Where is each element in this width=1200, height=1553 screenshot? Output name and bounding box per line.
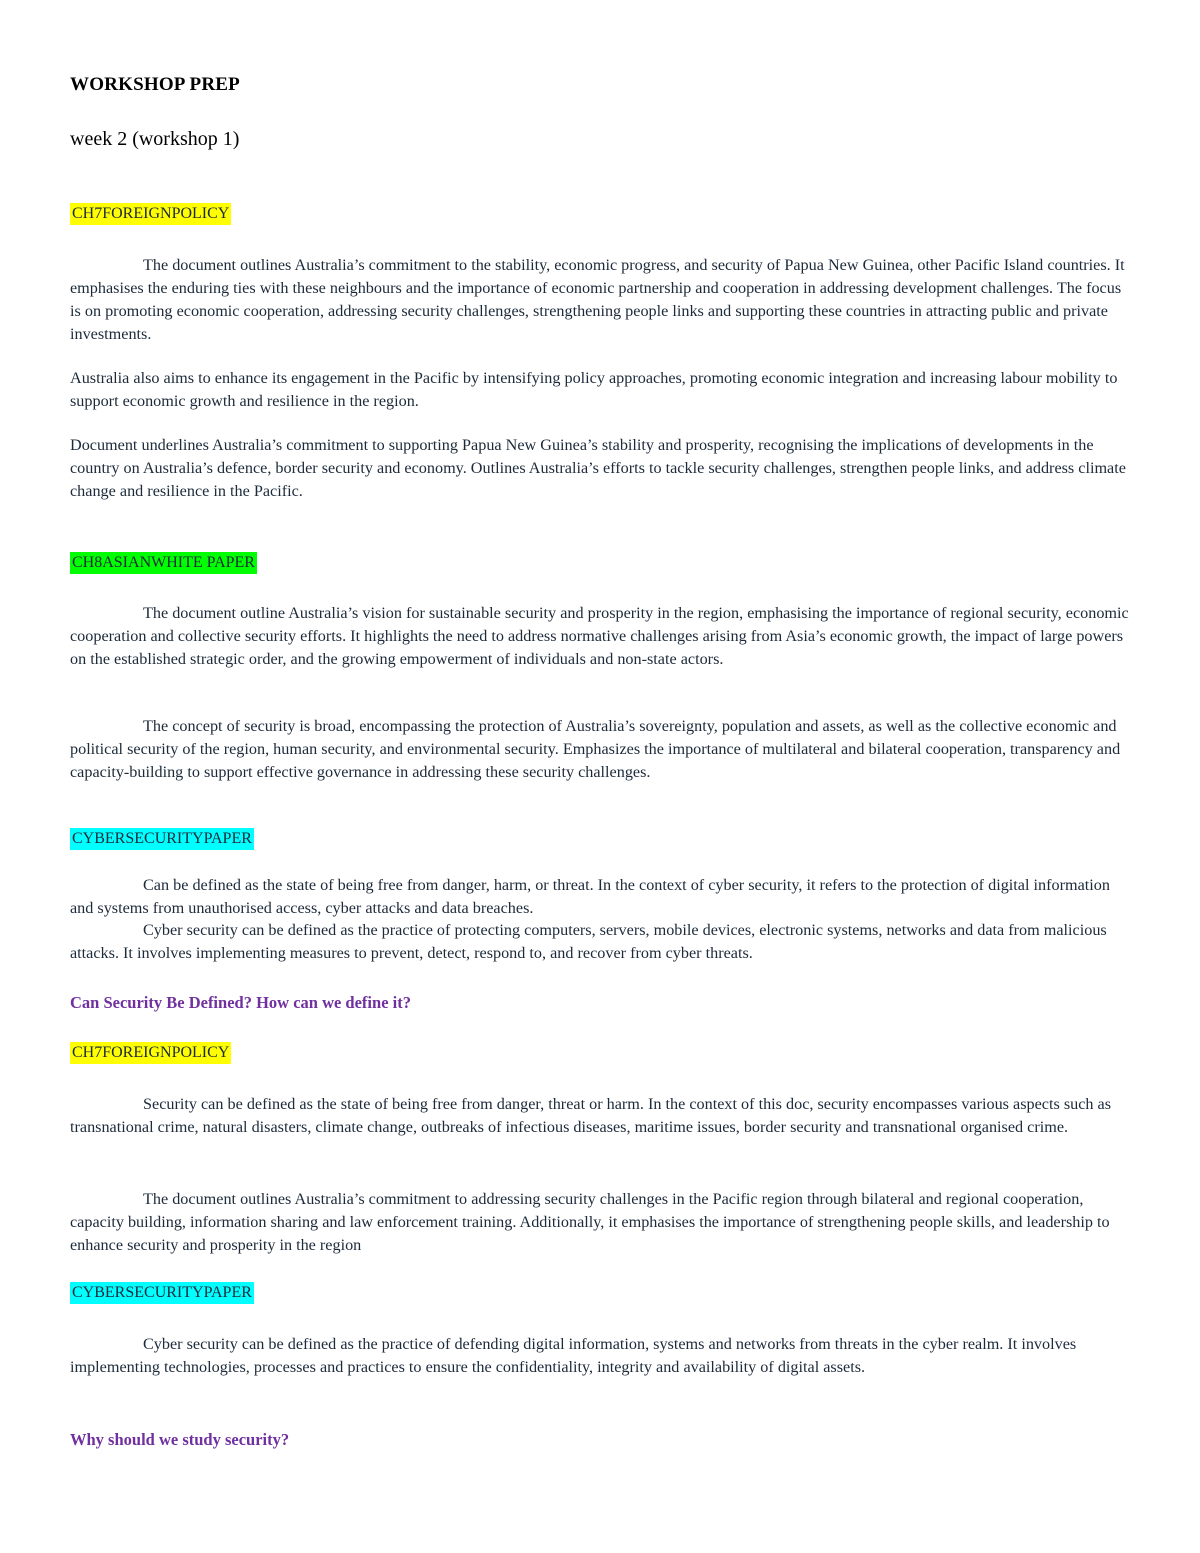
section-tag-cybersecurity-paper <box>70 828 1132 850</box>
paragraph: Cyber security can be defined as the practice of defending digital information, systems and networks from threats in the cyber realm. It involves implementing technologies, processes and practices to ensure the confidentiality, integrity and availability of digital assets. <box>70 1335 1077 1376</box>
question-heading: Why should we study security? <box>70 1430 290 1449</box>
highlight-label: CYBERSECURITYPAPER <box>70 828 254 850</box>
highlight-label: CH7FOREIGNPOLICY <box>70 1042 231 1064</box>
highlight-label: CH7FOREIGNPOLICY <box>70 203 231 225</box>
paragraph: Security can be defined as the state of being free from danger, threat or harm. In the context of this doc, security encompasses various aspects such as transnational crime, natural disasters, climate change, outbreaks of infectious diseases, maritime issues, border security and transnational organised crime. <box>70 1095 1112 1136</box>
section-tag-ch8-asian-white-paper <box>70 552 1132 574</box>
document-subtitle: week 2 (workshop 1) <box>70 128 240 150</box>
section-tag-cybersecurity-paper <box>70 1282 1132 1304</box>
section-tag-ch7-foreign-policy <box>70 203 1132 225</box>
paragraph: Cyber security can be defined as the practice of protecting computers, servers, mobile devices, electronic systems, networks and data from malicious attacks. It involves implementing measures to prevent, detect, respond to, and recover from cyber threats. <box>70 921 1107 962</box>
question-heading: Can Security Be Defined? How can we define it? <box>70 993 411 1012</box>
paragraph: The document outline Australia’s vision for sustainable security and prosperity in the region, emphasising the importance of regional security, economic cooperation and collective security efforts. It highlights the need to address normative challenges arising from Asia’s economic growth, the impact of large powers on the established strategic order, and the growing empowerment of individuals and non-state actors. <box>70 604 1129 668</box>
paragraph: The document outlines Australia’s commitment to the stability, economic progress, and security of Papua New Guinea, other Pacific Island countries. It emphasises the enduring ties with these neighbours and the importance of economic partnership and cooperation in addressing development challenges. The focus is on promoting economic cooperation, addressing security challenges, strengthening people links and supporting these countries in attracting public and private investments. <box>70 256 1125 343</box>
paragraph: The document outlines Australia’s commitment to addressing security challenges in the Pacific region through bilateral and regional cooperation, capacity building, information sharing and law enforcement training. Additionally, it emphasises the importance of strengthening people skills, and leadership to enhance security and prosperity in the region <box>70 1190 1110 1254</box>
paragraph: Can be defined as the state of being free from danger, harm, or threat. In the context of cyber security, it refers to the protection of digital information and systems from unauthorised access, cyber attacks and data breaches. <box>70 876 1110 917</box>
highlight-label: CYBERSECURITYPAPER <box>70 1282 254 1304</box>
paragraph: The concept of security is broad, encompassing the protection of Australia’s sovereignty, population and assets, as well as the collective economic and political security of the region, human security, and environmental security. Emphasizes the importance of multilateral and bilateral cooperation, transparency and capacity-building to support effective governance in addressing these security challenges. <box>70 717 1121 781</box>
highlight-label: CH8ASIANWHITE PAPER <box>70 552 257 574</box>
paragraph: Australia also aims to enhance its engagement in the Pacific by intensifying policy approaches, promoting economic integration and increasing labour mobility to support economic growth and resilience in the region. <box>70 369 1118 410</box>
document-title: WORKSHOP PREP <box>70 74 240 95</box>
paragraph: Document underlines Australia’s commitment to supporting Papua New Guinea’s stability and prosperity, recognising the implications of developments in the country on Australia’s defence, border security and economy. Outlines Australia’s efforts to tackle security challenges, strengthen people links, and address climate change and resilience in the Pacific. <box>70 436 1126 500</box>
section-tag-ch7-foreign-policy <box>70 1042 1132 1064</box>
